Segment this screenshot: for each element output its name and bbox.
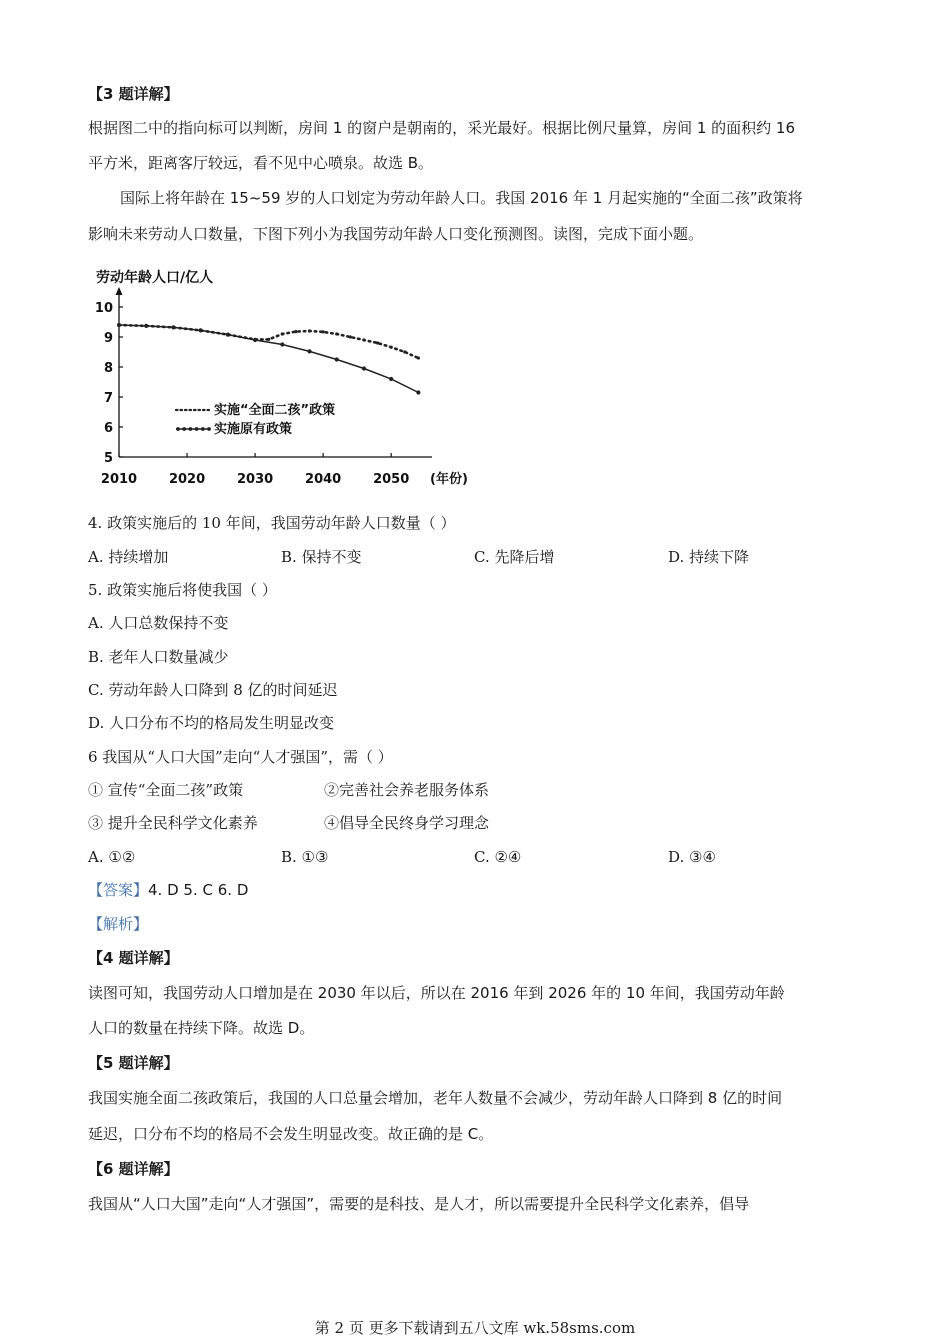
series-two-child-policy-point [308, 329, 311, 332]
section5-heading: 【5 题详解】 [88, 1054, 179, 1072]
x-tick-label: 2040 [305, 472, 342, 487]
x-tick-label: 2050 [373, 472, 410, 487]
series-original-policy-line [119, 325, 418, 393]
series-original-policy-point [280, 342, 284, 346]
intro-line2: 影响未来劳动人口数量，下图下列小为我国劳动年龄人口变化预测图。读图，完成下面小题。 [88, 225, 704, 243]
q4-option-c: C. 先降后增 [474, 548, 555, 566]
q5-stem: 5. 政策实施后将使我国（ ） [88, 581, 277, 599]
q4-option-b: B. 保持不变 [281, 548, 362, 566]
series-two-child-policy-point [390, 346, 393, 349]
q6-item-1: ① 宣传“全面二孩”政策 [88, 781, 244, 799]
series-original-policy-point [226, 333, 230, 337]
series-two-child-policy-point [267, 338, 270, 341]
q4-option-d: D. 持续下降 [668, 548, 750, 566]
series-two-child-policy-point [322, 330, 325, 333]
series-two-child-policy-point [294, 330, 297, 333]
x-tick-label: 2020 [168, 472, 206, 487]
series-two-child-policy-point [403, 350, 406, 353]
series-two-child-policy-point [362, 338, 365, 341]
q5-option-c: C. 劳动年龄人口降到 8 亿的时间延迟 [88, 681, 338, 699]
section3-explanation-line2: 平方米，距离客厅较远，看不见中心喷泉。故选 B。 [88, 154, 434, 172]
section5-line1: 我国实施全面二孩政策后，我国的人口总量会增加，老年人数量不会减少，劳动年龄人口降到 8 亿的时间 [88, 1089, 783, 1107]
series-original-policy-point [416, 390, 420, 394]
q6-option-c: C. ②④ [474, 848, 522, 866]
legend-marker-dot [182, 427, 186, 431]
q6-option-d: D. ③④ [668, 848, 716, 866]
q6-stem: 6 我国从“人口大国”走向“人才强国”，需（ ） [88, 748, 393, 766]
intro-line1: 国际上将年龄在 15~59 岁的人口划定为劳动年龄人口。我国 2016 年 1 月起实施的“全面二孩”政策将 [120, 189, 803, 207]
y-tick-label: 10 [94, 301, 113, 316]
legend-marker-dot [176, 427, 180, 431]
y-tick-label: 7 [103, 391, 113, 406]
answer-label: 【答案】 [88, 881, 149, 899]
legend-marker-dot [201, 427, 205, 431]
series-original-policy-point [171, 325, 175, 329]
answer-text: 4. D 5. C 6. D [148, 881, 249, 899]
x-tick-label: 2010 [100, 472, 138, 487]
chart-ylabel: 劳动年龄人口/亿人 [96, 270, 214, 286]
answer-line [88, 880, 248, 900]
section6-line1: 我国从“人口大国”走向“人才强国”，需要的是科技、是人才，所以需要提升全民科学文化素养，倡导 [88, 1195, 750, 1213]
series-original-policy-point [144, 324, 148, 328]
series-original-policy-point [307, 349, 311, 353]
q5-option-a: A. 人口总数保持不变 [88, 614, 229, 632]
section4-heading: 【4 题详解】 [88, 949, 179, 967]
section5-line2: 延迟，口分布不均的格局不会发生明显改变。故正确的是 C。 [88, 1125, 494, 1143]
legend-marker-dot [189, 427, 193, 431]
section4-line2: 人口的数量在持续下降。故选 D。 [88, 1019, 315, 1037]
labor-population-chart [92, 262, 492, 494]
q6-item-4: ④倡导全民终身学习理念 [324, 814, 490, 832]
series-two-child-policy-point [417, 356, 420, 359]
q6-option-a: A. ①② [88, 848, 136, 866]
series-original-policy-point [335, 357, 339, 361]
section3-explanation-line1: 根据图二中的指向标可以判断，房间 1 的窗户是朝南的，采光最好。根据比例尺量算，房间 1 的面积约 16 [88, 119, 796, 137]
analysis-label: 【解析】 [88, 915, 149, 933]
section6-heading: 【6 题详解】 [88, 1160, 179, 1178]
legend-marker-dot [195, 427, 199, 431]
y-axis-arrow [116, 287, 123, 295]
q4-option-a: A. 持续增加 [88, 548, 169, 566]
series-two-child-policy-point [335, 332, 338, 335]
legend-marker-dot [207, 427, 211, 431]
series-original-policy-point [117, 323, 121, 327]
chart-legend [176, 402, 335, 437]
legend-label-two-child-policy: 实施“全面二孩”政策 [214, 403, 336, 418]
series-original-policy-point [362, 366, 366, 370]
q5-option-d: D. 人口分布不均的格局发生明显改变 [88, 714, 335, 732]
series-two-child-policy-point [281, 332, 284, 335]
q4-stem: 4. 政策实施后的 10 年间，我国劳动年龄人口数量（ ） [88, 514, 456, 532]
section3-heading: 【3 题详解】 [88, 85, 179, 103]
series-original-policy-point [253, 338, 257, 342]
q6-option-b: B. ①③ [281, 848, 329, 866]
y-tick-label: 8 [103, 361, 113, 376]
y-tick-label: 6 [103, 421, 113, 436]
series-two-child-policy-point [376, 341, 379, 344]
q5-option-b: B. 老年人口数量减少 [88, 648, 229, 666]
series-original-policy-point [389, 377, 393, 381]
chart-xlabel: (年份) [430, 472, 468, 487]
series-original-policy-point [199, 328, 203, 332]
x-tick-label: 2030 [236, 472, 274, 487]
y-tick-label: 9 [103, 331, 113, 346]
q6-item-2: ②完善社会养老服务体系 [324, 781, 490, 799]
q6-item-3: ③ 提升全民科学文化素养 [88, 814, 258, 832]
series-two-child-policy-point [349, 335, 352, 338]
legend-label-original-policy: 实施原有政策 [214, 422, 293, 437]
page-footer: 第 2 页 更多下载请到五八文库 wk.58sms.com [314, 1319, 636, 1337]
y-tick-label: 5 [103, 451, 113, 466]
section4-line1: 读图可知，我国劳动人口增加是在 2030 年以后，所以在 2016 年到 2026 年的 10 年间，我国劳动年龄 [88, 984, 785, 1002]
